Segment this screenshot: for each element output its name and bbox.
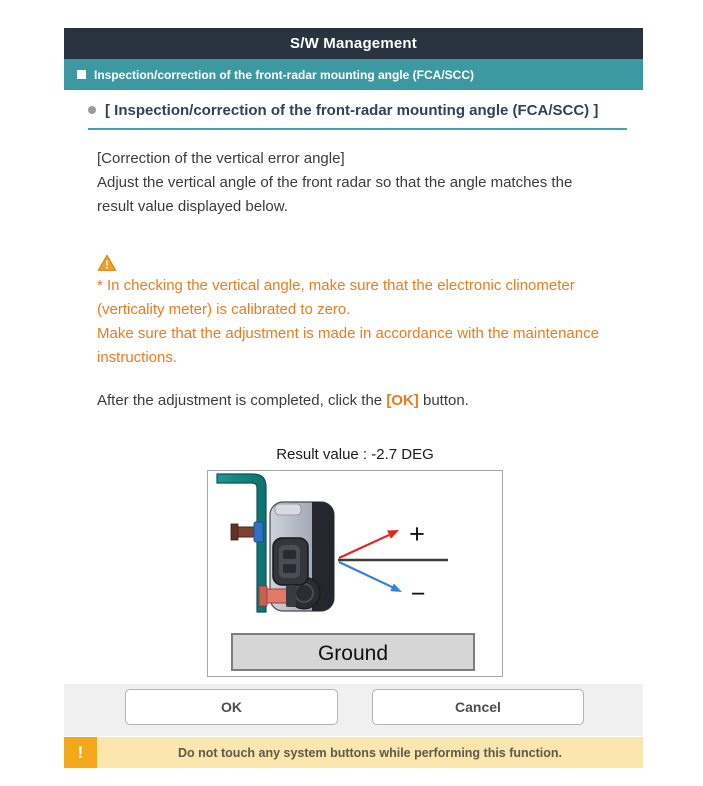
heading-underline [88,128,627,130]
page-title: S/W Management [290,35,417,52]
footer-button-bar [64,684,643,736]
adjustment-bolt [231,522,263,542]
section-heading-label: [ Inspection/correction of the front-radar mounting angle (FCA/SCC) ] [105,101,599,119]
function-header-label: Inspection/correction of the front-radar mounting angle (FCA/SCC) [94,67,475,82]
ok-button[interactable]: OK [125,689,338,725]
bullet-icon [88,106,96,114]
section-heading [88,99,633,121]
cancel-button[interactable]: Cancel [372,689,584,725]
action-note-before: After the adjustment is completed, click the [97,392,387,409]
warning-line: * In checking the vertical angle, make sure that the electronic clinometer [97,277,575,294]
instruction-line: Adjust the vertical angle of the front radar so that the angle matches the [97,174,573,191]
ok-highlight: [OK] [386,392,419,409]
result-value-label: Result value : -2.7 DEG [276,446,434,463]
minus-label: − [410,580,426,608]
function-header-bar [64,59,643,90]
ground-bar [232,634,474,670]
front-radar-unit [231,502,334,611]
angle-arrows [338,519,448,608]
ground-label: Ground [317,642,389,665]
action-note-after: button. [418,392,469,409]
radar-diagram-graphic [208,471,502,676]
warning-text [97,274,632,370]
warning-line: instructions. [97,349,178,366]
instruction-line: result value displayed below. [97,198,288,215]
warning-triangle-icon [97,254,117,272]
instruction-line: [Correction of the vertical error angle] [97,150,345,167]
system-notice-message: Do not touch any system buttons while performing this function. [97,737,643,768]
system-notice-bar [64,737,643,768]
square-bullet-icon [77,70,86,79]
instruction-text [97,147,619,219]
action-note [97,389,619,413]
minus-angle-arrow [339,562,402,592]
exclamation-icon: ! [64,737,97,768]
radar-connector [273,538,308,585]
radar-diagram [207,470,503,677]
plus-angle-arrow [339,530,399,558]
warning-line: Make sure that the adjustment is made in accordance with the maintenance [97,325,599,342]
warning-line: (verticality meter) is calibrated to zero. [97,301,351,318]
plus-label: + [409,519,425,549]
window-titlebar [64,28,643,59]
